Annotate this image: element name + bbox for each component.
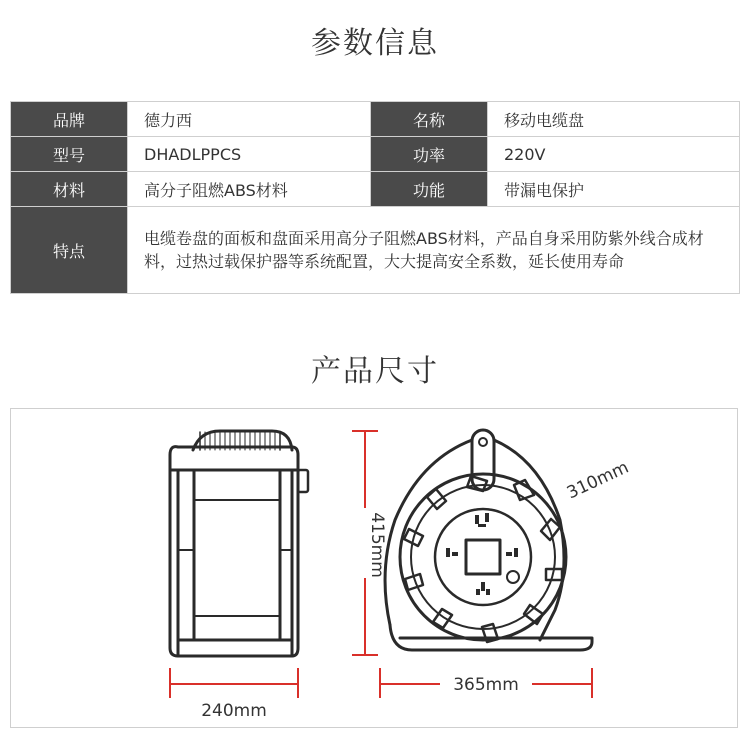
function-key: 功能: [371, 172, 488, 207]
material-key: 材料: [11, 172, 128, 207]
length-label: 365mm: [453, 675, 519, 695]
material-value: 高分子阻燃ABS材料: [128, 172, 371, 207]
socket-icon: [446, 513, 518, 595]
model-value: DHADLPPCS: [128, 137, 371, 172]
params-title: 参数信息: [311, 26, 439, 61]
power-key: 功率: [371, 137, 488, 172]
feature-value: 电缆卷盘的面板和盘面采用高分子阻燃ABS材料，产品自身采用防紫外线合成材料，过热过载保护器等系统配置，大大提高安全系数，延长使用寿命: [128, 207, 740, 294]
diameter-label: 310mm: [563, 457, 632, 504]
width-dimension-line: [170, 668, 298, 698]
function-value: 带漏电保护: [488, 172, 740, 207]
name-key: 名称: [371, 102, 488, 137]
dimensions-title: 产品尺寸: [311, 354, 439, 389]
front-view-drawing: [385, 430, 592, 650]
model-key: 型号: [11, 137, 128, 172]
feature-key: 特点: [11, 207, 128, 294]
height-label: 415mm: [367, 512, 387, 578]
side-view-drawing: [170, 431, 308, 656]
brand-key: 品牌: [11, 102, 128, 137]
width-label: 240mm: [201, 701, 267, 721]
brand-value: 德力西: [128, 102, 371, 137]
power-value: 220V: [488, 137, 740, 172]
name-value: 移动电缆盘: [488, 102, 740, 137]
